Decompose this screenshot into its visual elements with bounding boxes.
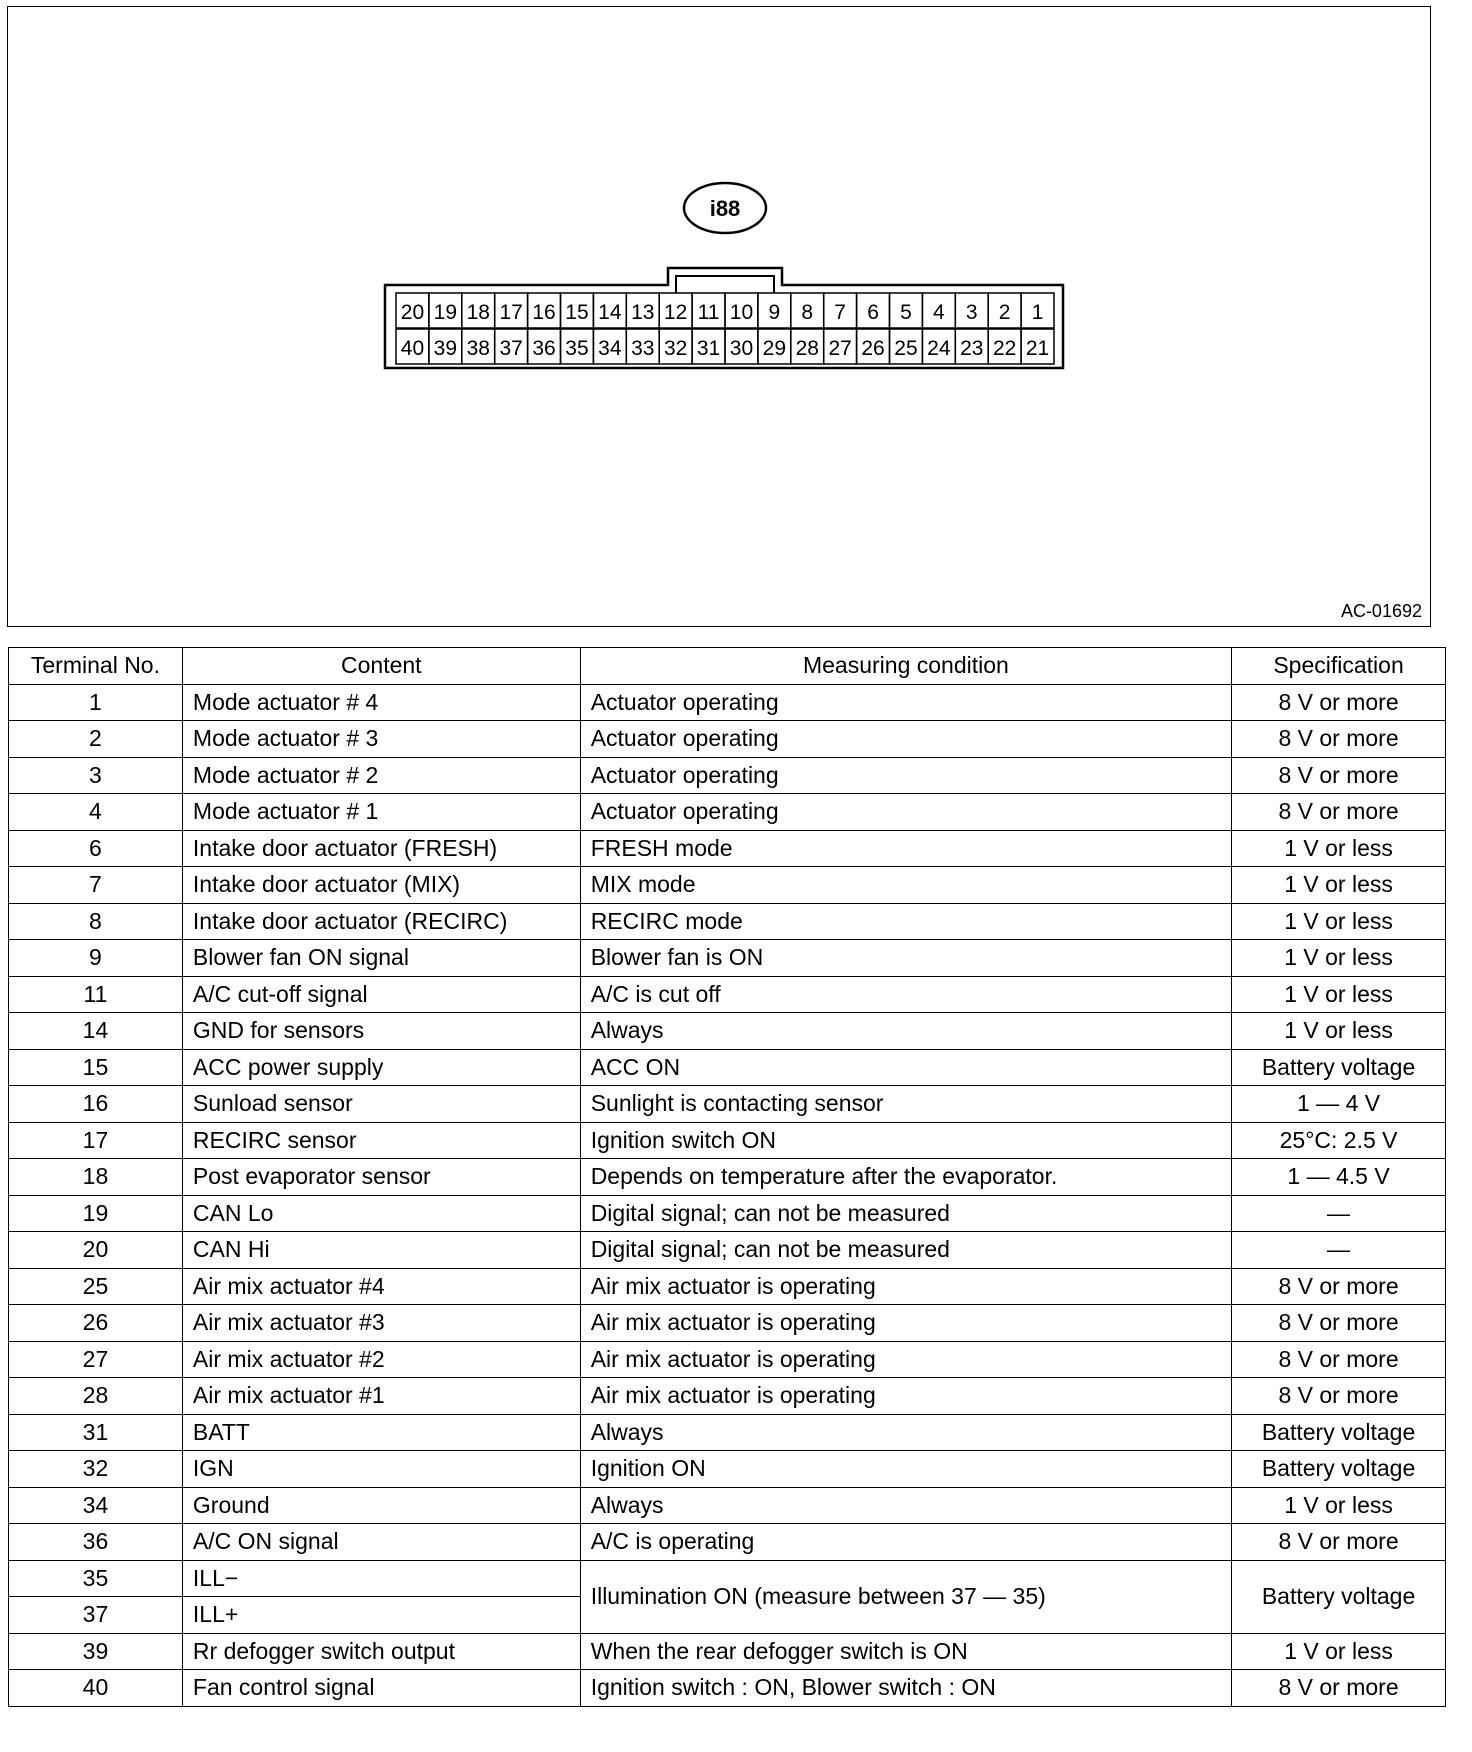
terminal-number: 25	[894, 337, 918, 360]
measuring-condition: Digital signal; can not be measured	[580, 1232, 1231, 1269]
specification: 8 V or more	[1232, 1524, 1446, 1561]
measuring-condition: FRESH mode	[580, 830, 1231, 867]
terminal-number: 34	[598, 337, 622, 360]
table-row	[9, 1341, 1446, 1378]
table-row	[9, 1122, 1446, 1159]
terminal-number: 39	[433, 337, 458, 360]
terminal-number: 3	[965, 301, 978, 324]
table-row	[9, 1305, 1446, 1342]
specification: 1 V or less	[1232, 1487, 1446, 1524]
terminal-number: 5	[900, 301, 912, 324]
terminal-no: 8	[9, 903, 183, 940]
table-row	[9, 867, 1446, 904]
terminal-number: 22	[992, 337, 1017, 360]
specification: 8 V or more	[1232, 1341, 1446, 1378]
measuring-condition: Actuator operating	[580, 794, 1231, 831]
column-header: Content	[182, 648, 580, 685]
terminal-no: 37	[9, 1597, 183, 1634]
terminal-number: 10	[729, 301, 754, 324]
measuring-condition: When the rear defogger switch is ON	[580, 1633, 1231, 1670]
measuring-condition: Actuator operating	[580, 684, 1231, 721]
measuring-condition: A/C is operating	[580, 1524, 1231, 1561]
specification: Battery voltage	[1232, 1414, 1446, 1451]
connector-diagram	[0, 0, 1472, 420]
terminal-number: 4	[933, 301, 945, 324]
terminal-number: 28	[795, 337, 819, 360]
terminal-no: 40	[9, 1670, 183, 1707]
measuring-condition: Ignition switch : ON, Blower switch : ON	[580, 1670, 1231, 1707]
content: Mode actuator # 2	[182, 757, 580, 794]
content: A/C ON signal	[182, 1524, 580, 1561]
terminal-number: 16	[532, 301, 556, 324]
table-row	[9, 1524, 1446, 1561]
measuring-condition: MIX mode	[580, 867, 1231, 904]
table-row	[9, 721, 1446, 758]
specification: Battery voltage	[1232, 1560, 1446, 1633]
content: GND for sensors	[182, 1013, 580, 1050]
figure-id: AC-01692	[1340, 601, 1422, 621]
terminal-no: 28	[9, 1378, 183, 1415]
specification: —	[1232, 1232, 1446, 1269]
terminal-no: 14	[9, 1013, 183, 1050]
measuring-condition: Digital signal; can not be measured	[580, 1195, 1231, 1232]
table-row	[9, 1049, 1446, 1086]
table-row	[9, 1086, 1446, 1123]
content: Post evaporator sensor	[182, 1159, 580, 1196]
specification: 8 V or more	[1232, 1268, 1446, 1305]
terminal-no: 31	[9, 1414, 183, 1451]
terminal-number: 1	[1031, 301, 1044, 324]
terminal-number: 20	[400, 301, 425, 324]
measuring-condition: Always	[580, 1414, 1231, 1451]
measuring-condition: ACC ON	[580, 1049, 1231, 1086]
table-row	[9, 794, 1446, 831]
terminal-number: 31	[696, 337, 721, 360]
table-row	[9, 1159, 1446, 1196]
specification: 1 V or less	[1232, 940, 1446, 977]
specification: Battery voltage	[1232, 1451, 1446, 1488]
terminal-number: 8	[801, 301, 814, 324]
specification: 1 V or less	[1232, 1013, 1446, 1050]
terminal-number: 9	[768, 301, 781, 324]
terminal-no: 19	[9, 1195, 183, 1232]
content: Mode actuator # 4	[182, 684, 580, 721]
content: Sunload sensor	[182, 1086, 580, 1123]
specification: 1 V or less	[1232, 830, 1446, 867]
terminal-number: 35	[565, 337, 589, 360]
table-row	[9, 903, 1446, 940]
content: ILL−	[182, 1560, 580, 1597]
terminal-number: 2	[998, 301, 1011, 324]
terminal-no: 39	[9, 1633, 183, 1670]
content: BATT	[182, 1414, 580, 1451]
content: IGN	[182, 1451, 580, 1488]
table-row	[9, 1414, 1446, 1451]
specification: 8 V or more	[1232, 794, 1446, 831]
column-header: Specification	[1232, 648, 1446, 685]
terminal-no: 32	[9, 1451, 183, 1488]
terminal-no: 17	[9, 1122, 183, 1159]
terminal-no: 6	[9, 830, 183, 867]
content: ACC power supply	[182, 1049, 580, 1086]
terminal-no: 16	[9, 1086, 183, 1123]
terminal-number: 18	[466, 301, 490, 324]
terminal-number: 29	[762, 337, 787, 360]
measuring-condition: Air mix actuator is operating	[580, 1268, 1231, 1305]
terminal-number: 12	[663, 301, 688, 324]
table-row	[9, 1560, 1446, 1597]
content: Intake door actuator (RECIRC)	[182, 903, 580, 940]
measuring-condition: Depends on temperature after the evaporator.	[580, 1159, 1231, 1196]
terminal-number: 36	[532, 337, 556, 360]
terminal-table	[8, 647, 1446, 1707]
measuring-condition: Always	[580, 1013, 1231, 1050]
terminal-number: 23	[960, 337, 984, 360]
table-row	[9, 940, 1446, 977]
specification: Battery voltage	[1232, 1049, 1446, 1086]
terminal-number: 17	[499, 301, 523, 324]
table-row	[9, 1013, 1446, 1050]
content: Blower fan ON signal	[182, 940, 580, 977]
table-row	[9, 684, 1446, 721]
specification: 1 V or less	[1232, 1633, 1446, 1670]
content: RECIRC sensor	[182, 1122, 580, 1159]
table-row	[9, 830, 1446, 867]
terminal-number: 24	[927, 337, 951, 360]
terminal-no: 20	[9, 1232, 183, 1269]
measuring-condition: Ignition switch ON	[580, 1122, 1231, 1159]
specification: —	[1232, 1195, 1446, 1232]
table-row	[9, 1232, 1446, 1269]
measuring-condition: Air mix actuator is operating	[580, 1305, 1231, 1342]
table-row	[9, 1633, 1446, 1670]
terminal-number: 15	[565, 301, 589, 324]
specification: 1 V or less	[1232, 867, 1446, 904]
content: CAN Hi	[182, 1232, 580, 1269]
table-row	[9, 1451, 1446, 1488]
terminal-no: 11	[9, 976, 183, 1013]
content: ILL+	[182, 1597, 580, 1634]
content: CAN Lo	[182, 1195, 580, 1232]
content: Air mix actuator #3	[182, 1305, 580, 1342]
table-row	[9, 1670, 1446, 1707]
terminal-number: 40	[400, 337, 425, 360]
terminal-number: 33	[631, 337, 655, 360]
terminal-no: 26	[9, 1305, 183, 1342]
measuring-condition: Actuator operating	[580, 721, 1231, 758]
measuring-condition: A/C is cut off	[580, 976, 1231, 1013]
connector-label: i88	[709, 196, 741, 221]
specification: 25°C: 2.5 V	[1232, 1122, 1446, 1159]
specification: 8 V or more	[1232, 1378, 1446, 1415]
terminal-number: 14	[598, 301, 622, 324]
connector-latch	[676, 276, 774, 293]
terminal-no: 34	[9, 1487, 183, 1524]
terminal-number: 19	[433, 301, 458, 324]
measuring-condition: Ignition ON	[580, 1451, 1231, 1488]
terminal-no: 15	[9, 1049, 183, 1086]
content: Air mix actuator #4	[182, 1268, 580, 1305]
terminal-no: 27	[9, 1341, 183, 1378]
column-header: Measuring condition	[580, 648, 1231, 685]
terminal-number: 26	[861, 337, 885, 360]
table-row	[9, 1487, 1446, 1524]
specification: 8 V or more	[1232, 757, 1446, 794]
column-header: Terminal No.	[9, 648, 183, 685]
content: Ground	[182, 1487, 580, 1524]
content: Fan control signal	[182, 1670, 580, 1707]
content: Air mix actuator #2	[182, 1341, 580, 1378]
terminal-number: 7	[834, 301, 846, 324]
specification: 1 — 4 V	[1232, 1086, 1446, 1123]
terminal-number: 38	[466, 337, 490, 360]
content: Rr defogger switch output	[182, 1633, 580, 1670]
measuring-condition: Always	[580, 1487, 1231, 1524]
content: Air mix actuator #1	[182, 1378, 580, 1415]
content: A/C cut-off signal	[182, 976, 580, 1013]
terminal-number: 13	[631, 301, 655, 324]
measuring-condition: Illumination ON (measure between 37 — 35)	[580, 1560, 1231, 1633]
specification: 1 — 4.5 V	[1232, 1159, 1446, 1196]
table-row	[9, 757, 1446, 794]
content: Intake door actuator (MIX)	[182, 867, 580, 904]
terminal-no: 7	[9, 867, 183, 904]
specification: 8 V or more	[1232, 1305, 1446, 1342]
terminal-number: 21	[1025, 337, 1050, 360]
specification: 8 V or more	[1232, 684, 1446, 721]
content: Mode actuator # 1	[182, 794, 580, 831]
terminal-number: 37	[499, 337, 523, 360]
terminal-no: 9	[9, 940, 183, 977]
specification: 1 V or less	[1232, 976, 1446, 1013]
terminal-no: 35	[9, 1560, 183, 1597]
specification: 8 V or more	[1232, 1670, 1446, 1707]
measuring-condition: RECIRC mode	[580, 903, 1231, 940]
terminal-no: 25	[9, 1268, 183, 1305]
measuring-condition: Air mix actuator is operating	[580, 1378, 1231, 1415]
content: Intake door actuator (FRESH)	[182, 830, 580, 867]
measuring-condition: Sunlight is contacting sensor	[580, 1086, 1231, 1123]
terminal-no: 18	[9, 1159, 183, 1196]
measuring-condition: Air mix actuator is operating	[580, 1341, 1231, 1378]
terminal-no: 2	[9, 721, 183, 758]
terminal-number: 6	[867, 301, 879, 324]
measuring-condition: Blower fan is ON	[580, 940, 1231, 977]
table-row	[9, 1268, 1446, 1305]
table-row	[9, 1378, 1446, 1415]
terminal-no: 3	[9, 757, 183, 794]
terminal-no: 1	[9, 684, 183, 721]
specification: 1 V or less	[1232, 903, 1446, 940]
measuring-condition: Actuator operating	[580, 757, 1231, 794]
terminal-number: 11	[697, 301, 720, 324]
specification: 8 V or more	[1232, 721, 1446, 758]
content: Mode actuator # 3	[182, 721, 580, 758]
terminal-no: 36	[9, 1524, 183, 1561]
terminal-number: 27	[828, 337, 852, 360]
terminal-number: 30	[729, 337, 754, 360]
terminal-no: 4	[9, 794, 183, 831]
table-row	[9, 976, 1446, 1013]
terminal-number: 32	[663, 337, 688, 360]
table-row	[9, 1195, 1446, 1232]
